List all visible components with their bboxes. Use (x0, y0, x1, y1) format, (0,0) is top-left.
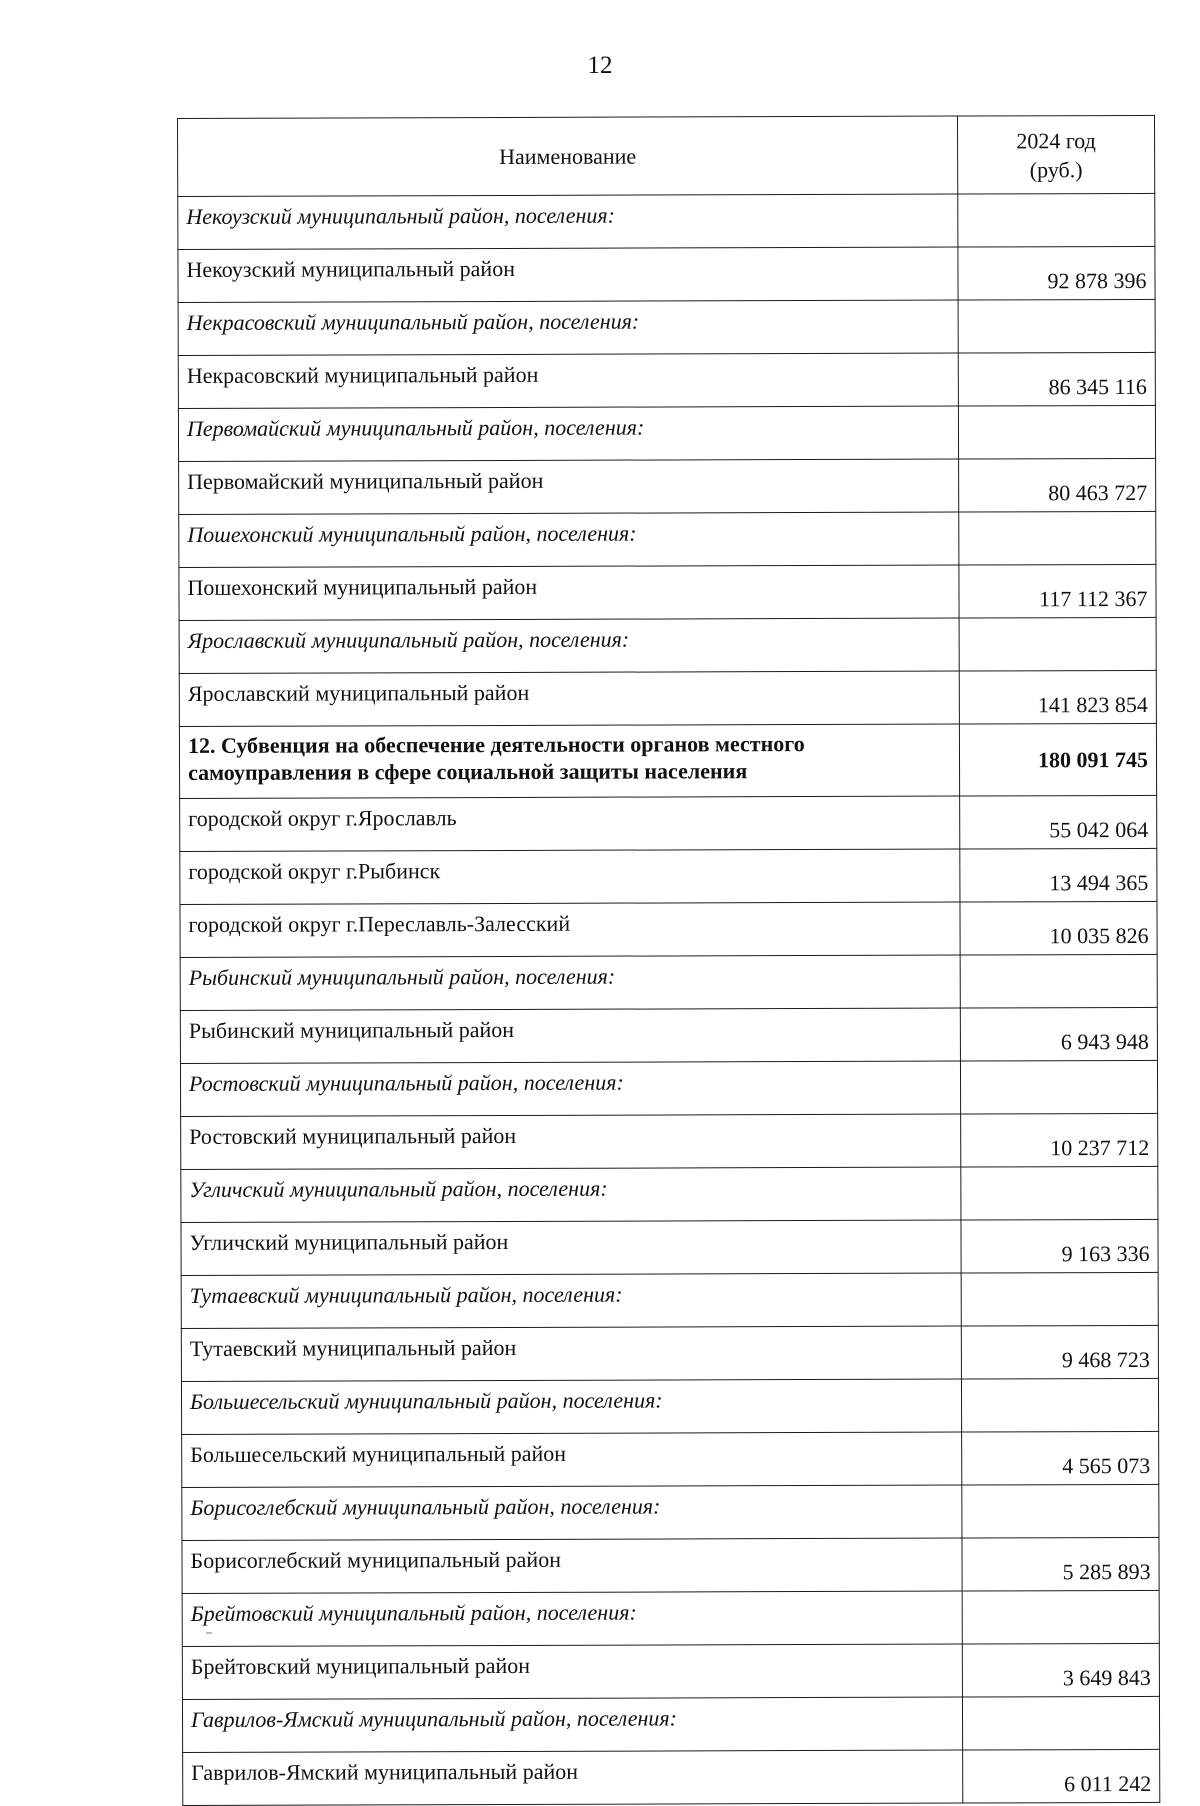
row-name-cell: Брейтовский муниципальный район (182, 1644, 962, 1699)
row-name-cell: Рыбинский муниципальный район (180, 1008, 960, 1063)
row-value-cell (962, 1484, 1159, 1538)
row-name-cell: Тутаевский муниципальный район (181, 1326, 961, 1381)
row-value-cell: 9 468 723 (961, 1325, 1158, 1379)
row-value-cell (959, 617, 1156, 671)
row-value-cell (961, 1378, 1158, 1432)
header-unit-label: (руб.) (1029, 156, 1083, 182)
subheading-row (180, 1060, 1157, 1116)
row-value-cell (960, 954, 1157, 1008)
section-row (179, 723, 1156, 798)
scan-artifact (206, 1632, 212, 1634)
subheading-row (182, 1484, 1159, 1540)
row-name-cell: Некоузский муниципальный район (178, 247, 958, 302)
row-name-cell: Ростовский муниципальный район (181, 1114, 961, 1169)
table-row (182, 1431, 1159, 1487)
row-name-cell: городской округ г.Переславль-Залесский (180, 902, 960, 957)
row-name-cell: Ярославский муниципальный район, поселения: (179, 618, 959, 673)
row-value-cell (961, 1272, 1158, 1326)
row-value-cell: 92 878 396 (958, 246, 1155, 300)
row-name-cell: Рыбинский муниципальный район, поселения: (180, 955, 960, 1010)
subheading-row (181, 1378, 1158, 1434)
row-value-cell: 6 011 242 (963, 1749, 1160, 1803)
row-name-cell: Угличский муниципальный район (181, 1220, 961, 1275)
row-value-cell (962, 1590, 1159, 1644)
table-row (179, 564, 1156, 620)
row-value-cell: 117 112 367 (959, 564, 1156, 618)
row-value-cell (961, 1166, 1158, 1220)
row-name-cell: Угличский муниципальный район, поселения: (181, 1167, 961, 1222)
table-row (178, 246, 1155, 302)
subheading-row (179, 617, 1156, 673)
row-value-cell: 4 565 073 (962, 1431, 1159, 1485)
row-name-cell: Некрасовский муниципальный район, поселения: (178, 300, 958, 355)
page-number: 12 (587, 52, 613, 79)
row-value-cell: 80 463 727 (959, 458, 1156, 512)
row-name-cell: Некоузский муниципальный район, поселения: (178, 194, 958, 249)
row-value-cell: 9 163 336 (961, 1219, 1158, 1273)
row-value-cell: 6 943 948 (960, 1007, 1157, 1061)
row-value-cell: 5 285 893 (962, 1537, 1159, 1591)
table-row (180, 795, 1157, 851)
row-value-cell (959, 511, 1156, 565)
table-row (182, 1643, 1159, 1699)
row-name-cell: Пошехонский муниципальный район, поселения: (179, 512, 959, 567)
subheading-row (178, 405, 1155, 461)
row-name-cell: городской округ г.Рыбинск (180, 849, 960, 904)
row-name-cell: Ярославский муниципальный район (179, 671, 959, 726)
row-name-cell: Первомайский муниципальный район (179, 459, 959, 514)
row-name-cell: 12. Субвенция на обеспечение деятельности органов местного самоуправления в сфере социальной защиты населения (179, 724, 959, 798)
row-name-cell: Ростовский муниципальный район, поселения: (180, 1061, 960, 1116)
subheading-row (182, 1590, 1159, 1646)
header-year-label: 2024 год (1016, 127, 1096, 153)
row-value-cell: 180 091 745 (959, 723, 1156, 796)
row-value-cell: 3 649 843 (962, 1643, 1159, 1697)
table-row (179, 670, 1156, 726)
subheading-row (182, 1696, 1159, 1752)
row-value-cell: 86 345 116 (958, 352, 1155, 406)
row-name-cell: Борисоглебский муниципальный район, поселения: (182, 1485, 962, 1540)
row-value-cell: 55 042 064 (960, 795, 1157, 849)
table-body (178, 193, 1160, 1805)
row-value-cell: 141 823 854 (959, 670, 1156, 724)
header-year-cell (957, 115, 1154, 194)
row-value-cell (960, 1060, 1157, 1114)
budget-table-container (177, 115, 1159, 1806)
table-row (181, 1325, 1158, 1381)
subheading-row (181, 1166, 1158, 1222)
table-row (180, 848, 1157, 904)
table-row (178, 352, 1155, 408)
row-name-cell: Брейтовский муниципальный район, поселения: (182, 1591, 962, 1646)
row-name-cell: Пошехонский муниципальный район (179, 565, 959, 620)
subheading-row (178, 299, 1155, 355)
row-name-cell: Гаврилов-Ямский муниципальный район (183, 1750, 963, 1805)
row-name-cell: Первомайский муниципальный район, поселения: (178, 406, 958, 461)
row-name-cell: городской округ г.Ярославль (180, 796, 960, 851)
row-value-cell: 13 494 365 (960, 848, 1157, 902)
budget-table (177, 115, 1160, 1806)
table-row (180, 901, 1157, 957)
subheading-row (181, 1272, 1158, 1328)
table-row (183, 1749, 1160, 1805)
subheading-row (178, 193, 1155, 249)
row-name-cell: Большесельский муниципальный район, поселения: (181, 1379, 961, 1434)
table-row (180, 1007, 1157, 1063)
header-name-cell: Наименование (178, 116, 958, 196)
row-name-cell: Большесельский муниципальный район (182, 1432, 962, 1487)
row-value-cell: 10 035 826 (960, 901, 1157, 955)
row-name-cell: Борисоглебский муниципальный район (182, 1538, 962, 1593)
row-name-cell: Тутаевский муниципальный район, поселения: (181, 1273, 961, 1328)
row-value-cell (958, 193, 1155, 247)
table-row (181, 1113, 1158, 1169)
row-value-cell (962, 1696, 1159, 1750)
subheading-row (180, 954, 1157, 1010)
row-value-cell (958, 405, 1155, 459)
table-row (179, 458, 1156, 514)
table-row (181, 1219, 1158, 1275)
row-name-cell: Некрасовский муниципальный район (178, 353, 958, 408)
subheading-row (179, 511, 1156, 567)
row-value-cell: 10 237 712 (961, 1113, 1158, 1167)
table-header-row (178, 115, 1155, 196)
table-row (182, 1537, 1159, 1593)
row-value-cell (958, 299, 1155, 353)
row-name-cell: Гаврилов-Ямский муниципальный район, поселения: (182, 1697, 962, 1752)
